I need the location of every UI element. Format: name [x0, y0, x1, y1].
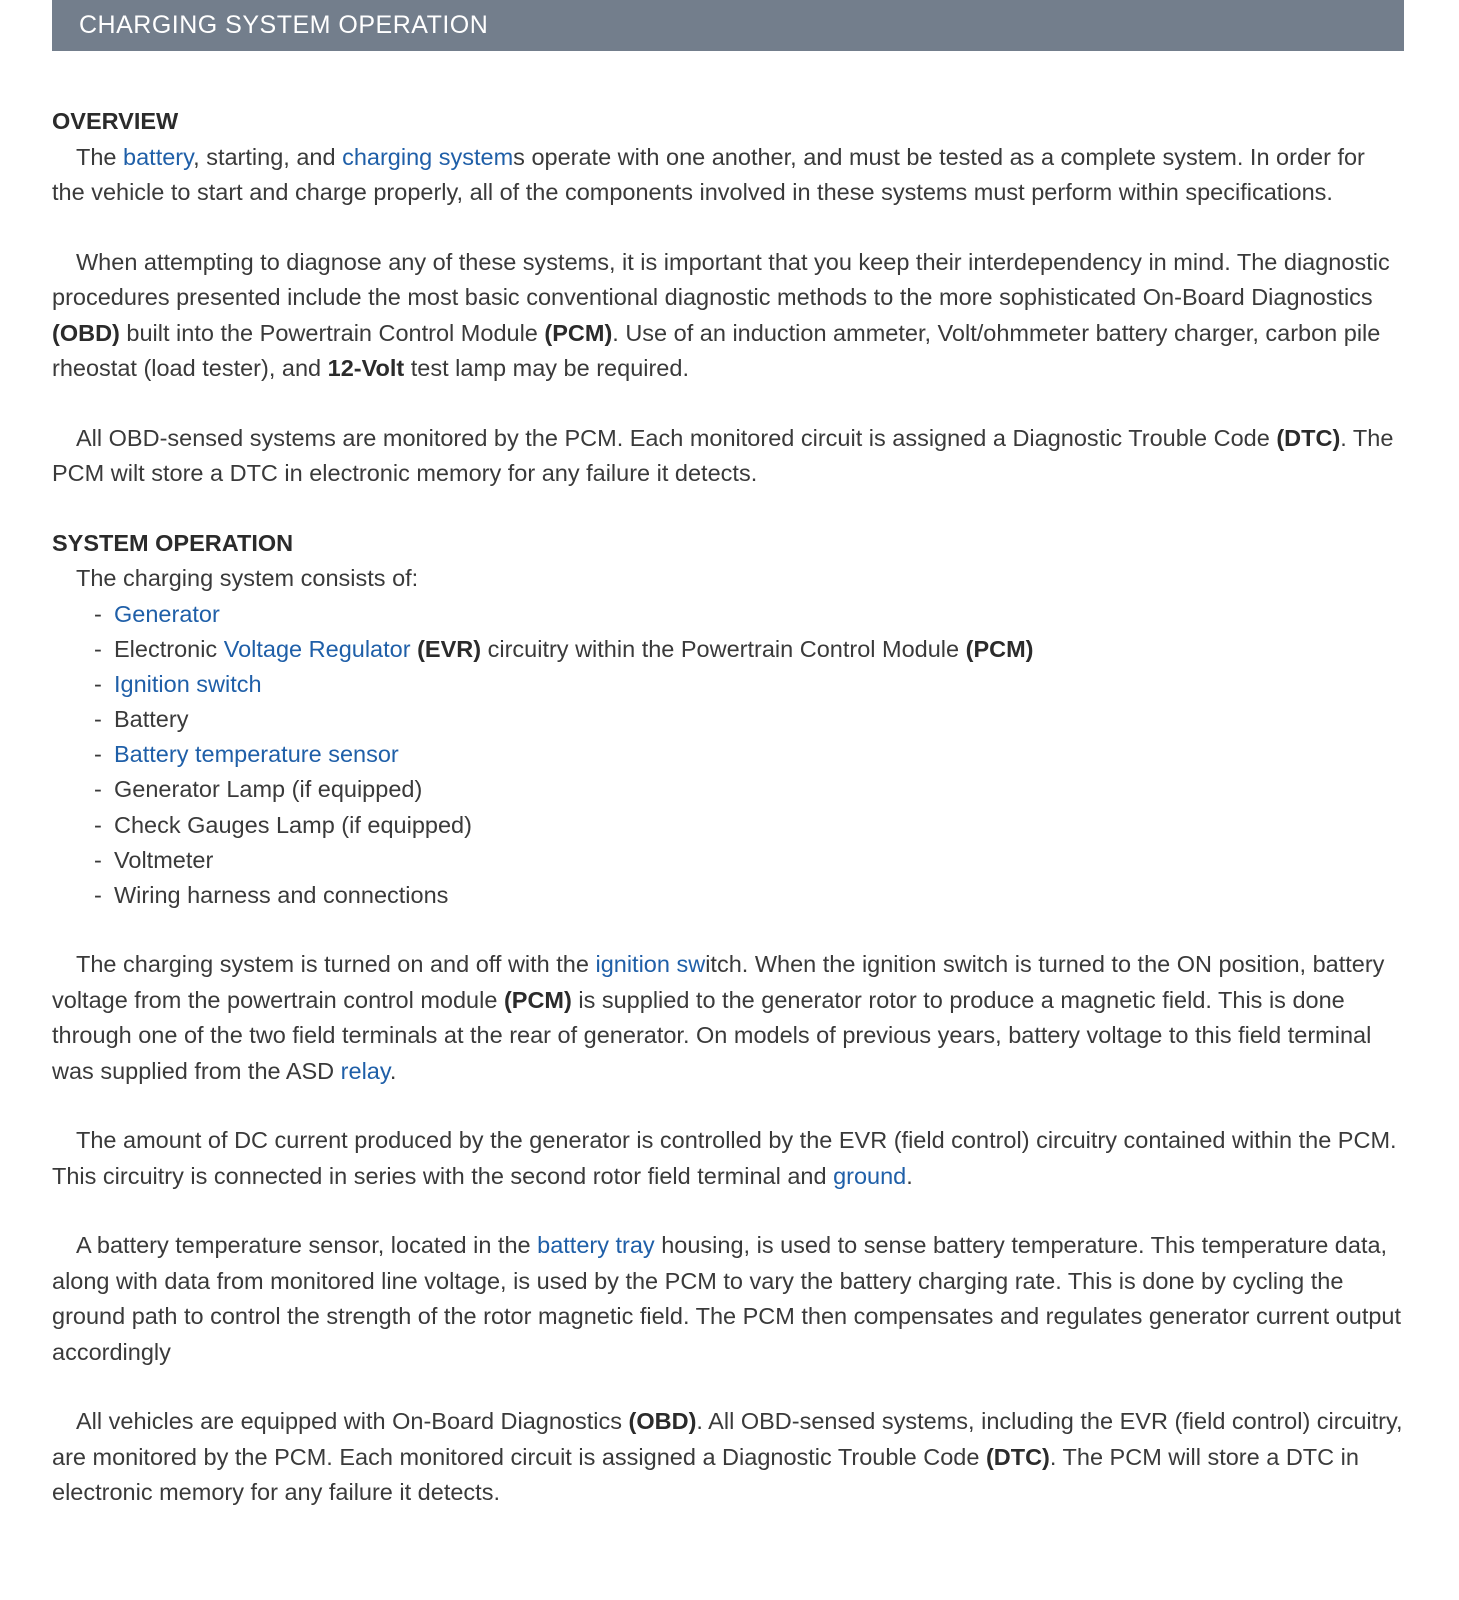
section-header-bar	[52, 0, 1404, 51]
list-item-text: Voltmeter	[114, 846, 214, 873]
bold-term: (PCM)	[965, 635, 1034, 662]
bold-term: (PCM)	[503, 986, 572, 1013]
dash-bullet: -	[94, 846, 102, 873]
text-run: . The PCM will store a DTC in electronic memory for any failure it detects.	[52, 1443, 1359, 1506]
text-run: All OBD-sensed systems are monitored by the PCM. Each monitored circuit is assigned a Diagnostic Trouble Code	[76, 424, 1277, 451]
section-title: CHARGING SYSTEM OPERATION	[79, 11, 489, 39]
bold-term: (EVR)	[417, 635, 482, 662]
spacer	[52, 387, 1404, 421]
spacer	[52, 1089, 1404, 1123]
text-run: .	[906, 1162, 913, 1189]
spacer	[52, 492, 1404, 526]
components-list	[52, 597, 1404, 914]
overview-heading: OVERVIEW	[52, 108, 179, 134]
document-content	[52, 104, 1404, 1511]
text-run: . All OBD-sensed systems, including the EVR (field control) circuitry, are monitored by the PCM. Each monitored circuit is assigned a Diagnostic Trouble Code	[52, 1408, 1403, 1470]
list-item	[94, 772, 1404, 807]
list-item-text: Wiring harness and connections	[114, 882, 449, 908]
dash-bullet: -	[94, 811, 102, 838]
dash-bullet: -	[94, 635, 102, 662]
battery-link[interactable]: battery	[123, 143, 194, 170]
bold-term: (OBD)	[52, 319, 120, 346]
ignition-switch-link[interactable]: Ignition switch	[114, 670, 262, 697]
bold-term: (OBD)	[628, 1408, 697, 1435]
system-operation-heading: SYSTEM OPERATION	[52, 529, 294, 556]
list-item-text: Generator Lamp (if equipped)	[114, 776, 423, 803]
list-item	[94, 597, 1404, 632]
spacer	[52, 1194, 1404, 1228]
voltage-regulator-link[interactable]: Voltage Regulator	[223, 635, 411, 662]
list-item-text: Check Gauges Lamp (if equipped)	[114, 811, 472, 838]
dash-bullet: -	[94, 706, 102, 733]
text-run: When attempting to diagnose any of these systems, it is important that you keep their interdependency in mind. The diagnostic procedures presented include the most basic conventional diagnostic methods to the more sophisticated On-Board Diagnostics	[52, 248, 1390, 310]
charging-system-link[interactable]: charging system	[342, 143, 514, 170]
system-operation-paragraph-1	[52, 947, 1404, 1089]
spacer	[52, 1370, 1404, 1404]
battery-temperature-sensor-link[interactable]: Battery temperature sensor	[114, 741, 399, 768]
generator-link[interactable]: Generator	[114, 600, 220, 627]
relay-link[interactable]: relay	[340, 1057, 390, 1084]
text-run: , starting, and	[193, 143, 343, 170]
text-run: . Use of an induction ammeter, Volt/ohmmeter battery charger, carbon pile rheostat (load tester), and	[52, 319, 1381, 381]
list-item	[94, 843, 1404, 878]
list-item	[94, 878, 1404, 913]
text-run: circuitry within the Powertrain Control Module	[481, 635, 966, 662]
text-run: test lamp may be required.	[404, 355, 689, 381]
ground-link[interactable]: ground	[833, 1162, 907, 1189]
list-item-text: Battery	[114, 706, 189, 733]
bold-term: (DTC)	[985, 1443, 1050, 1470]
spacer	[52, 211, 1404, 245]
text-run: housing, is used to sense battery temperature. This temperature data, along with data from monitored line voltage, is used by the PCM to vary the battery charging rate. This is done by cycling the ground path to control the strength of the rotor magnetic field. The PCM then compensates and regulates generator current output accordingly	[52, 1232, 1402, 1365]
bold-term: (DTC)	[1276, 424, 1341, 451]
dash-bullet: -	[94, 670, 102, 697]
text-run: itch. When the ignition switch is turned to the ON position, battery voltage from the powertrain control module	[52, 951, 1385, 1013]
dash-bullet: -	[94, 882, 102, 908]
text-run: . The PCM wilt store a DTC in electronic memory for any failure it detects.	[52, 424, 1394, 486]
battery-tray-link[interactable]: battery tray	[537, 1232, 655, 1259]
bold-term: 12-Volt	[327, 355, 405, 381]
dash-bullet: -	[94, 776, 102, 803]
dash-bullet: -	[94, 600, 102, 627]
overview-paragraph-3	[52, 421, 1404, 492]
text-run: All vehicles are equipped with On-Board Diagnostics	[76, 1408, 629, 1435]
text-run: .	[389, 1057, 397, 1084]
components-intro: The charging system consists of:	[76, 565, 419, 591]
system-operation-paragraph-4	[52, 1404, 1404, 1511]
text-run: The amount of DC current produced by the generator is controlled by the EVR (field control) circuitry contained within the PCM. This circuitry is connected in series with the second rotor field terminal and	[52, 1127, 1397, 1189]
system-operation-paragraph-3	[52, 1228, 1404, 1370]
list-item	[94, 702, 1404, 737]
text-run: A battery temperature sensor, located in the	[76, 1232, 538, 1259]
text-run: Electronic	[114, 635, 224, 662]
text-run: The charging system is turned on and off with the	[76, 951, 596, 978]
list-item	[94, 667, 1404, 702]
text-run: built into the Powertrain Control Module	[119, 319, 545, 346]
ignition-switch-inline-link[interactable]: ignition sw	[595, 951, 706, 978]
bold-term: (PCM)	[544, 319, 613, 346]
overview-paragraph-1	[52, 140, 1404, 211]
list-item	[94, 737, 1404, 772]
overview-paragraph-2	[52, 245, 1404, 387]
text-run: s operate with one another, and must be tested as a complete system. In order for the vehicle to start and charge properly, all of the components involved in these systems must perform within specifications.	[52, 143, 1365, 205]
text-run: is supplied to the generator rotor to produce a magnetic field. This is done through one of the two field terminals at the rear of generator. On models of previous years, battery voltage to this field terminal was supplied from the ASD	[52, 986, 1372, 1084]
system-operation-paragraph-2	[52, 1123, 1404, 1194]
spacer	[52, 913, 1404, 947]
list-item	[94, 808, 1404, 843]
list-item	[94, 632, 1404, 667]
dash-bullet: -	[94, 741, 102, 768]
text-run: The	[76, 143, 124, 170]
